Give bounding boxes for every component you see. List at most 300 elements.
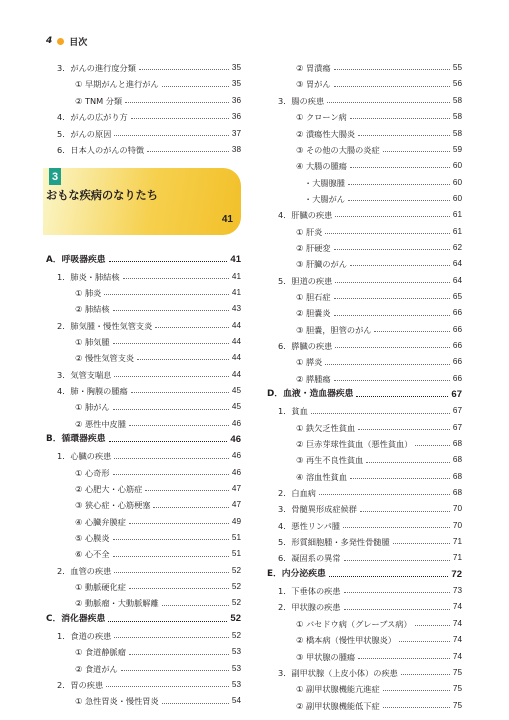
toc-entry[interactable] xyxy=(43,89,241,105)
toc-entry-title: ② 悪性中皮腫 xyxy=(75,418,126,429)
toc-entry-page: 38 xyxy=(231,144,241,154)
toc-right-column xyxy=(264,56,462,710)
toc-entry[interactable] xyxy=(43,105,241,121)
toc-entry-title: 4．悪性リンパ腫 xyxy=(278,520,340,531)
toc-entry[interactable] xyxy=(264,203,462,219)
toc-entry-page: 45 xyxy=(231,402,241,412)
toc-entry-page: 37 xyxy=(231,128,241,138)
toc-entry[interactable] xyxy=(43,673,241,689)
toc-entry-title: ③ 甲状腺の腫瘍 xyxy=(296,651,356,662)
toc-entry[interactable] xyxy=(43,313,241,329)
dot-leader xyxy=(334,315,450,316)
toc-entry-title: ・大腸がん xyxy=(304,193,345,204)
toc-entry[interactable] xyxy=(43,412,241,428)
toc-entry-page: 70 xyxy=(452,504,462,514)
toc-entry-title: B．循環器疾患 xyxy=(46,434,106,445)
toc-entry-title: 1．肺炎・肺結核 xyxy=(57,271,120,282)
toc-entry[interactable] xyxy=(264,236,462,252)
dot-leader xyxy=(350,265,450,266)
toc-entry-page: 73 xyxy=(452,586,462,596)
toc-entry-title: 5．形質細胞腫・多発性骨髄腫 xyxy=(278,537,390,548)
toc-entry-title: ① 肺炎 xyxy=(75,287,102,298)
toc-entry-title: ⑥ 心不全 xyxy=(75,549,110,560)
toc-entry-title: ② 肝硬変 xyxy=(296,242,331,253)
toc-entry-title: 2．白血病 xyxy=(278,488,316,499)
dot-leader xyxy=(153,507,228,508)
dot-leader xyxy=(137,359,229,360)
toc-entry-title: 1．食道の疾患 xyxy=(57,631,112,642)
toc-entry-title: ① 心奇形 xyxy=(75,467,110,478)
dot-leader xyxy=(334,86,450,87)
toc-entry-title: ① 胆石症 xyxy=(296,291,331,302)
dot-leader xyxy=(327,102,450,103)
dot-leader xyxy=(113,343,229,344)
toc-entry-page: 51 xyxy=(231,533,241,543)
toc-entry-page: 58 xyxy=(452,112,462,122)
dot-leader xyxy=(344,560,450,561)
toc-entry-title: 6．日本人のがんの特徴 xyxy=(57,144,145,155)
chapter-banner[interactable] xyxy=(43,168,241,235)
toc-entry-title: ④ 大腸の腫瘍 xyxy=(296,161,347,172)
toc-section-entry[interactable] xyxy=(43,428,241,444)
toc-entry-page: 60 xyxy=(452,193,462,203)
toc-entry-title: 5．がんの原因 xyxy=(57,128,112,139)
toc-entry[interactable] xyxy=(264,497,462,513)
toc-entry[interactable] xyxy=(43,461,241,477)
toc-entry-title: ② 動脈瘤・大動脈解離 xyxy=(75,598,159,609)
toc-left-column xyxy=(43,56,241,706)
toc-entry[interactable] xyxy=(264,89,462,105)
toc-entry[interactable] xyxy=(264,530,462,546)
dot-leader xyxy=(123,278,229,279)
toc-entry-page: 61 xyxy=(452,226,462,236)
toc-entry-title: 3．副甲状腺（上皮小体）の疾患 xyxy=(278,667,398,678)
toc-entry-page: 61 xyxy=(452,210,462,220)
dot-leader xyxy=(415,625,450,626)
toc-entry-title: ① 肝炎 xyxy=(296,226,323,237)
toc-entry-title: ① クローン病 xyxy=(296,112,347,123)
toc-entry-title: ② 胃潰瘍 xyxy=(296,63,331,74)
toc-entry-page: 44 xyxy=(231,336,241,346)
dot-leader xyxy=(114,376,229,377)
toc-entry[interactable] xyxy=(43,493,241,509)
dot-leader xyxy=(125,102,229,103)
dot-leader xyxy=(129,425,229,426)
dot-leader xyxy=(383,151,450,152)
toc-entry[interactable] xyxy=(43,346,241,362)
toc-entry-page: 66 xyxy=(452,324,462,334)
toc-entry-page: 66 xyxy=(452,308,462,318)
toc-entry[interactable] xyxy=(43,121,241,137)
toc-entry-title: 1．心臓の疾患 xyxy=(57,451,112,462)
toc-entry-page: 60 xyxy=(452,177,462,187)
toc-entry-title: 1．下垂体の疾患 xyxy=(278,586,341,597)
toc-entry[interactable] xyxy=(264,154,462,170)
dot-leader xyxy=(109,441,228,442)
toc-entry-title: ⑤ 心膜炎 xyxy=(75,533,110,544)
toc-entry[interactable] xyxy=(264,285,462,301)
toc-entry[interactable] xyxy=(43,395,241,411)
dot-leader xyxy=(162,86,229,87)
dot-leader xyxy=(104,294,229,295)
toc-entry-page: 56 xyxy=(452,79,462,89)
toc-entry-page: 66 xyxy=(452,373,462,383)
toc-entry-page: 52 xyxy=(231,598,241,608)
toc-entry-title: ① 鉄欠乏性貧血 xyxy=(296,422,356,433)
dot-leader xyxy=(129,588,229,589)
toc-entry[interactable] xyxy=(264,121,462,137)
toc-entry-title: E．内分泌疾患 xyxy=(267,569,326,580)
toc-entry-page: 35 xyxy=(231,79,241,89)
toc-entry[interactable] xyxy=(43,657,241,673)
dot-leader xyxy=(350,118,450,119)
toc-entry-page: 74 xyxy=(452,602,462,612)
toc-entry[interactable] xyxy=(43,72,241,88)
toc-entry-title: ① 肺気腫 xyxy=(75,336,110,347)
toc-entry-title: ① バセドウ病（グレーブス病） xyxy=(296,618,412,629)
toc-section-entry[interactable] xyxy=(264,563,462,579)
toc-entry-title: ③ その他の大腸の炎症 xyxy=(296,144,380,155)
toc-entry-title: 2．血管の疾患 xyxy=(57,565,112,576)
toc-entry-page: 70 xyxy=(452,520,462,530)
toc-entry-page: 60 xyxy=(452,161,462,171)
dot-leader xyxy=(325,233,450,234)
dot-leader xyxy=(162,703,229,704)
toc-entry-title: 3．気管支喘息 xyxy=(57,369,112,380)
toc-entry-page: 52 xyxy=(231,631,241,641)
dot-leader xyxy=(145,490,229,491)
dot-leader xyxy=(109,261,228,262)
toc-entry[interactable] xyxy=(264,399,462,415)
toc-entry[interactable] xyxy=(264,350,462,366)
toc-entry[interactable] xyxy=(43,559,241,575)
toc-entry[interactable] xyxy=(264,595,462,611)
dot-leader xyxy=(335,282,450,283)
toc-entry-title: ③ 胆嚢，胆管のがん xyxy=(296,324,372,335)
toc-entry[interactable] xyxy=(43,264,241,280)
toc-entry-page: 67 xyxy=(452,422,462,432)
dot-leader xyxy=(311,413,450,414)
toc-entry-page: 52 xyxy=(230,613,241,625)
toc-entry-page: 53 xyxy=(231,647,241,657)
dot-leader xyxy=(399,641,450,642)
dot-leader xyxy=(383,707,450,708)
toc-entry-title: 2．肺気腫・慢性気管支炎 xyxy=(57,320,153,331)
toc-entry-page: 55 xyxy=(452,63,462,73)
toc-entry-page: 41 xyxy=(230,253,241,265)
dot-leader xyxy=(113,310,229,311)
toc-entry-page: 74 xyxy=(452,618,462,628)
dot-leader xyxy=(401,674,450,675)
toc-entry-title: ③ 狭心症・心筋梗塞 xyxy=(75,500,151,511)
toc-entry-title: ② 橋本病（慢性甲状腺炎） xyxy=(296,635,397,646)
toc-entry-title: C．消化器疾患 xyxy=(46,614,106,625)
dot-leader xyxy=(114,637,229,638)
dot-leader xyxy=(358,429,450,430)
dot-leader xyxy=(106,686,229,687)
toc-entry[interactable] xyxy=(264,644,462,660)
toc-entry-title: ① 急性胃炎・慢性胃炎 xyxy=(75,696,159,707)
toc-entry[interactable] xyxy=(43,575,241,591)
dot-leader xyxy=(415,445,450,446)
toc-entry[interactable] xyxy=(43,297,241,313)
toc-entry-page: 71 xyxy=(452,553,462,563)
toc-entry-page: 46 xyxy=(230,433,241,445)
toc-entry-page: 67 xyxy=(451,388,462,400)
toc-entry-title: ① 早期がんと進行がん xyxy=(75,79,159,90)
toc-entry-title: ② TNM 分類 xyxy=(75,95,123,106)
dot-leader xyxy=(334,249,450,250)
toc-entry[interactable] xyxy=(264,628,462,644)
dot-leader xyxy=(162,605,229,606)
toc-entry-page: 44 xyxy=(231,320,241,330)
toc-entry[interactable] xyxy=(264,252,462,268)
toc-entry-title: ② 潰瘍性大腸炎 xyxy=(296,128,356,139)
toc-entry-page: 66 xyxy=(452,357,462,367)
toc-entry[interactable] xyxy=(264,318,462,334)
toc-entry-title: ① 食道静脈瘤 xyxy=(75,647,126,658)
toc-entry[interactable] xyxy=(43,56,241,72)
toc-entry[interactable] xyxy=(264,170,462,186)
toc-entry-title: ③ 再生不良性貧血 xyxy=(296,455,364,466)
toc-entry-page: 75 xyxy=(452,700,462,710)
toc-entry[interactable] xyxy=(43,444,241,460)
toc-entry[interactable] xyxy=(43,689,241,705)
toc-entry[interactable] xyxy=(264,367,462,383)
toc-entry-page: 67 xyxy=(452,406,462,416)
toc-entry-page: 59 xyxy=(452,144,462,154)
toc-entry-title: 2．胃の疾患 xyxy=(57,680,104,691)
toc-entry-page: 36 xyxy=(231,112,241,122)
toc-entry-title: ② 心肥大・心筋症 xyxy=(75,484,143,495)
dot-leader xyxy=(121,670,229,671)
dot-leader xyxy=(358,135,450,136)
toc-entry-page: 71 xyxy=(452,537,462,547)
toc-entry[interactable] xyxy=(264,219,462,235)
toc-entry[interactable] xyxy=(264,432,462,448)
dot-leader xyxy=(114,458,229,459)
dot-leader xyxy=(350,478,450,479)
toc-entry[interactable] xyxy=(264,579,462,595)
toc-entry-page: 41 xyxy=(231,271,241,281)
dot-leader xyxy=(114,572,229,573)
toc-list-left-bottom xyxy=(43,248,241,706)
toc-entry[interactable] xyxy=(264,514,462,530)
toc-entry[interactable] xyxy=(43,281,241,297)
toc-entry[interactable] xyxy=(43,477,241,493)
toc-entry-title: ① 肺がん xyxy=(75,402,110,413)
dot-leader xyxy=(356,396,448,397)
toc-entry[interactable] xyxy=(264,138,462,154)
toc-entry[interactable] xyxy=(43,624,241,640)
toc-entry-title: ② 胆嚢炎 xyxy=(296,308,331,319)
toc-entry-title: 1．貧血 xyxy=(278,406,308,417)
toc-entry[interactable] xyxy=(264,465,462,481)
toc-entry-page: 43 xyxy=(231,304,241,314)
toc-entry[interactable] xyxy=(264,72,462,88)
dot-leader xyxy=(113,539,229,540)
toc-entry-title: ③ 胃がん xyxy=(296,79,331,90)
toc-entry-title: ・大腸腺腫 xyxy=(304,177,345,188)
bullet-dot-icon xyxy=(57,38,64,45)
toc-entry[interactable] xyxy=(43,510,241,526)
toc-entry[interactable] xyxy=(264,693,462,709)
toc-entry-title: A．呼吸器疾患 xyxy=(46,254,106,265)
toc-entry-page: 74 xyxy=(452,651,462,661)
toc-entry-page: 75 xyxy=(452,667,462,677)
toc-section-entry[interactable] xyxy=(43,608,241,624)
toc-entry-title: 6．膵臓の疾患 xyxy=(278,340,333,351)
chapter-title: おもな疾病のなりたち xyxy=(46,189,158,203)
chapter-number-badge: 3 xyxy=(49,168,61,185)
toc-entry-title: ② 食道がん xyxy=(75,663,118,674)
dot-leader xyxy=(374,331,449,332)
toc-entry-page: 47 xyxy=(231,500,241,510)
toc-entry-page: 62 xyxy=(452,242,462,252)
toc-entry-page: 41 xyxy=(231,287,241,297)
toc-entry-title: 5．胆道の疾患 xyxy=(278,275,333,286)
toc-entry-page: 52 xyxy=(231,565,241,575)
toc-entry[interactable] xyxy=(43,526,241,542)
toc-entry[interactable] xyxy=(43,542,241,558)
toc-entry-page: 53 xyxy=(231,663,241,673)
toc-entry-page: 44 xyxy=(231,369,241,379)
toc-entry[interactable] xyxy=(264,56,462,72)
toc-entry[interactable] xyxy=(264,416,462,432)
dot-leader xyxy=(350,167,450,168)
dot-leader xyxy=(348,184,450,185)
toc-entry-title: 4．肝臓の疾患 xyxy=(278,210,333,221)
dot-leader xyxy=(147,151,229,152)
dot-leader xyxy=(108,621,227,622)
dot-leader xyxy=(131,392,229,393)
toc-entry-page: 54 xyxy=(231,696,241,706)
dot-leader xyxy=(344,592,450,593)
toc-entry[interactable] xyxy=(264,268,462,284)
dot-leader xyxy=(114,135,229,136)
toc-entry-page: 64 xyxy=(452,275,462,285)
dot-leader xyxy=(344,609,450,610)
toc-entry-title: ① 動脈硬化症 xyxy=(75,582,126,593)
dot-leader xyxy=(335,216,450,217)
toc-entry-title: 6．凝固系の異常 xyxy=(278,553,341,564)
toc-entry-page: 68 xyxy=(452,455,462,465)
toc-entry-title: 3．腸の疾患 xyxy=(278,95,325,106)
toc-entry-page: 46 xyxy=(231,467,241,477)
toc-entry[interactable] xyxy=(43,379,241,395)
toc-entry-page: 65 xyxy=(452,291,462,301)
toc-entry-page: 68 xyxy=(452,471,462,481)
toc-entry-title: ② 膵腫瘍 xyxy=(296,373,331,384)
toc-entry[interactable] xyxy=(264,448,462,464)
toc-entry-title: 2．甲状腺の疾患 xyxy=(278,602,341,613)
toc-entry-page: 46 xyxy=(231,418,241,428)
toc-entry[interactable] xyxy=(264,612,462,628)
toc-entry-title: ② 巨赤芽球性貧血（悪性貧血） xyxy=(296,439,413,450)
dot-leader xyxy=(358,658,450,659)
toc-entry-page: 68 xyxy=(452,439,462,449)
toc-entry-page: 75 xyxy=(452,684,462,694)
dot-leader xyxy=(366,462,450,463)
dot-leader xyxy=(334,380,450,381)
dot-leader xyxy=(329,576,449,577)
dot-leader xyxy=(348,200,450,201)
dot-leader xyxy=(343,527,450,528)
toc-entry[interactable] xyxy=(264,187,462,203)
toc-entry-page: 46 xyxy=(231,451,241,461)
toc-entry[interactable] xyxy=(264,661,462,677)
toc-entry-page: 72 xyxy=(451,568,462,580)
toc-entry-title: ② 副甲状腺機能低下症 xyxy=(296,700,380,711)
dot-leader xyxy=(129,654,229,655)
dot-leader xyxy=(113,474,229,475)
toc-entry[interactable] xyxy=(264,481,462,497)
toc-entry-page: 45 xyxy=(231,385,241,395)
toc-entry-title: D．血液・造血器疾患 xyxy=(267,389,354,400)
dot-leader xyxy=(383,690,450,691)
toc-entry[interactable] xyxy=(43,330,241,346)
toc-entry[interactable] xyxy=(264,677,462,693)
toc-entry-title: ④ 心臓弁膜症 xyxy=(75,516,126,527)
dot-leader xyxy=(131,118,229,119)
dot-leader xyxy=(139,69,229,70)
toc-entry[interactable] xyxy=(43,138,241,154)
dot-leader xyxy=(334,69,450,70)
toc-entry[interactable] xyxy=(264,546,462,562)
toc-entry-page: 74 xyxy=(452,635,462,645)
toc-section-entry[interactable] xyxy=(43,248,241,264)
toc-entry-title: ① 膵炎 xyxy=(296,357,323,368)
dot-leader xyxy=(325,364,450,365)
toc-entry-title: 4．がんの広がり方 xyxy=(57,112,128,123)
toc-entry-page: 47 xyxy=(231,484,241,494)
toc-entry-page: 66 xyxy=(452,340,462,350)
toc-entry-title: ④ 溶血性貧血 xyxy=(296,471,347,482)
toc-list-left-top xyxy=(43,56,241,154)
page-header xyxy=(46,34,87,48)
dot-leader xyxy=(113,409,229,410)
toc-entry-page: 64 xyxy=(452,259,462,269)
dot-leader xyxy=(360,511,450,512)
toc-entry-page: 58 xyxy=(452,95,462,105)
toc-section-entry[interactable] xyxy=(264,383,462,399)
page-title: 目次 xyxy=(69,37,88,48)
toc-entry[interactable] xyxy=(264,105,462,121)
toc-entry-page: 35 xyxy=(231,63,241,73)
toc-entry-title: ② 肺結核 xyxy=(75,304,110,315)
toc-entry[interactable] xyxy=(43,640,241,656)
toc-entry-title: ③ 肝臓のがん xyxy=(296,259,347,270)
toc-entry-title: 3．がんの進行度分類 xyxy=(57,63,136,74)
toc-entry[interactable] xyxy=(264,334,462,350)
toc-list-right xyxy=(264,56,462,710)
dot-leader xyxy=(113,556,229,557)
toc-entry[interactable] xyxy=(43,591,241,607)
toc-entry[interactable] xyxy=(264,301,462,317)
toc-entry-title: 3．骨髄異形成症候群 xyxy=(278,504,357,515)
toc-entry-page: 44 xyxy=(231,353,241,363)
dot-leader xyxy=(393,543,450,544)
toc-entry[interactable] xyxy=(43,362,241,378)
toc-entry-title: 4．肺・胸膜の腫瘍 xyxy=(57,385,128,396)
dot-leader xyxy=(334,298,450,299)
toc-entry-page: 51 xyxy=(231,549,241,559)
toc-entry-page: 52 xyxy=(231,582,241,592)
toc-entry-page: 49 xyxy=(231,516,241,526)
toc-entry-title: ② 慢性気管支炎 xyxy=(75,353,135,364)
dot-leader xyxy=(155,327,229,328)
page-number: 4 xyxy=(46,36,53,46)
